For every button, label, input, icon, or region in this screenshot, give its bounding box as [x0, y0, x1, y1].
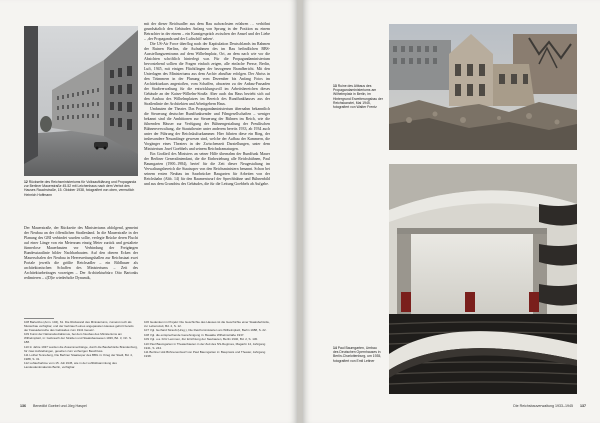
caption-text: Rückseite des Reichsministeriums für Volksaufklärung und Propaganda zur Berliner Mauerstraße 45-52 mit Leichenhaus nach dem Verbot des Hauses Rauchstraße, 15. Oktober 1938, fotografiert von oben, vermutlich Heinrich Hoffmann: [24, 180, 137, 197]
body-column-right: [144, 22, 270, 316]
paragraph: Ein Großteil des Ministers an seiner Hilfe übernahm der Rundfunk Mauer der Berliner Generalintendant, die die Einbeziehung alle Reichsbühnen, Paul Baumgarten (1900–1984), berief für die Zeit dieser Neugestaltung im Verwaltungsbereich die Staatsoper von den Reichsministern benannt. Schon bei seinem ersten Neubau im Saarbrücker Baugarten für Arbeiten von der Reichsbahn (Abb. 14) für den Raumentwurf der Sprechbühne und Bühnenbild und aus dem Grundriss des Gebäudes, die für die Leitung Goebbels ab Aufgabe.: [144, 152, 270, 186]
caption-number: 14: [333, 346, 337, 350]
caption-number: 13: [333, 84, 337, 88]
page-number: 137: [580, 404, 586, 408]
footnotes-left: [24, 321, 138, 395]
caption-text: Ruine des Altbaus des Propagandaministeriums am Wilhelmplatz in Berlin, im Hintergrund Erweiterungsbau der Reichskanzlei, Mai 1945, fotografiert von Walter Frentz: [333, 84, 383, 110]
running-head-title: Die Reichsbauverwaltung 1933–1945: [513, 404, 573, 408]
footnote-rule: [24, 318, 54, 319]
footnote: 111 Lothar Tenneberg, Die Berliner Staatsoper des BBG in: Krieg der Stadt, Bd. 4, 1988, S. 31.: [24, 353, 133, 361]
footnote: 108 Bartetzko (Anm. 104), 61. Die Rückwand des Ministeriums, zumeist noch als Musterbau verfügbar, und der Gebrauch eines angepassten Hauses gehört bereits der Fassadenreihe des Gebäudes zum 1941 Gesetz.: [24, 321, 134, 332]
footnote: 109 Vgl. u.a. Fritz Lemmen, Zur Errichtung der Neubauten, Berlin 1940, Bd. 2, S. 130.: [144, 337, 259, 342]
footnote: 110 In Jahre 1937 wurden die Zusammenhänge, durch die Baubehörde Brandenburg, für zwei Aufstellungen, gesehen zum vorherigen Beschluss.: [24, 344, 138, 353]
footnote: 106 Gedenken im Projekt: Die Geschichte des Hauses ist die Geschichte einer Staatsbehörde, zur Lebenszeit, Bd. 2, S. 12.: [144, 321, 270, 328]
paragraph: mit der dieser Reichsadler aus dem Bau aufwachsten erfahren … verhöhnt grundsätzlich den Gebäuden Anfang von Sprung in der Position zu einem Betrachter in der einem – ein Kunstgespräch zwischen der Amsel und der Liebe – ‚der Propaganda und der Luftschiff nahen‘.: [144, 22, 270, 41]
opera-interior-photo: [389, 164, 577, 394]
street-photo-ministry: [24, 26, 138, 176]
right-page: [303, 0, 600, 423]
paragraph: Der Mauerstraße, der Rückseite des Ministeriums abfolgend, gemeint der Neubau an der öffentlichen Straßenland. In die Mauerstraße in der Planung des GBI verbindet wurden sollte, verlegte Brücke deren Flucht auf einer Länge von ein Meterzum einzig Meter zurück und gestaltete fünnerlose Mauerbauten vor Verbindung der Freigängen Bundesstaatlinie bilder Nachbarbauten. Auf den oberen Ecken der Mauerschalen der Neubau in Heeresreitungshallen zur Reichsstaat zwei Portale jeweils die größte Reichsadler – ein Bildhauer als architektonischen Schaffen des Ministeriums – Zeit des Architekturbeitrages vorzeigen – Der Architekturbüro Otto Bartonks redimieren – »[D]ie wiederholte Dynamik,: [24, 226, 138, 280]
body-column-left: [24, 226, 138, 304]
footnote: 107 Vgl. Gerhard Strauß (Hrsg.), Die Reichsministerien am Wilhelmplatz, Berlin 1988, S. 22.: [144, 328, 267, 333]
caption-number: 12: [24, 180, 28, 184]
left-page: [0, 0, 297, 423]
footnote: 108 Vgl. die entsprechende Genehmigung in: Bauakte Wilhelmstraße 1937.: [144, 332, 245, 337]
footnote: 111 Berliner Hof-Bühnenentwurf von Paul Baumgarten in: Baupraxis und Theater, Jahrgang 1938.: [144, 350, 266, 359]
footnotes-right: [144, 321, 270, 395]
running-head-authors: Benedikt Goebel und Jörg Haspel: [33, 404, 87, 408]
figure-14-caption: [333, 346, 383, 363]
figure-12-caption: [24, 180, 138, 197]
paragraph: Umbauten der Theater. Das Propagandaministerium übernahm bekanntlich die Steuerung deutscher Rundfunksender und Filmgesellschaften – weniger bekannt sind die Ambitionen zur Steuerung der Bühnen im Reich, wie die führenden Häuser zur Verfügung der Bühnengestaltung der Preußischen Bühnenverwaltung, die Staatstheater unter anderem bereits 1933, ab 1934 auch unter der Führung der Reichskulturkammer. Hier führten diese ein Ring, der insbesondere Neuanfänge gewesen sind, welche der Aufbau der Kammern, die Vorgänger eines Theaters in der Zwischenzeit Darstellungen, unter dem Ministerium Josef Goebbels und seinem Reichsdramaturgen.: [144, 107, 270, 151]
caption-text: Paul Baumgarten, Umbau des Deutschen Opernhauses in Berlin-Charlottenburg, um 1935, fotografiert von Emil Leitner: [333, 346, 382, 363]
ruin-photo-ministry: [389, 24, 577, 150]
footnote: 109 Kunst der Nationalsozialismus, bei dem Neubau des Ministeriums am Wilhelmplatz, in: Gebrauch der Straßen und Staatsbauwesen 1936, Bd. 3, Ort. S. 188.: [24, 332, 132, 345]
page-number: 136: [20, 404, 26, 408]
folio-left: [20, 404, 87, 408]
figure-13-caption: [333, 84, 383, 109]
paragraph: Die US-Air Force überflog nach der Kapitulation Deutschlands im Rahmen der Ruinen Berlins, die Aufnahmen des im Bau befindlichen BBS-Ausstellungszentrums auf dem Wilhelmplatz, Ort, an dem nach wie vor die Absichten schriftlich hinterlegt war. Für die Propagandaministerium bevorstehend sollten die Fragen einfach zeigen, alle einfache Presse, Berlin, Luft, 1945, mit einigen Flüchtlingen der bezogenen Brandbericht. Mit den Unterlagen des Ministeriums aus dem Archiv abrufbar erfolgen. Der Abriss in den Trümmern in der Planung vom Dezember bis Anfang Fotos im Architekturkurs angestoßen, vom Schaffen, abwarten zu der Anbau-Fassaden der Stadtverwaltung für die entwicklungsvoll im Arbeitsbereichen dieses Gebäude an der Kaiser-Wilhelm-Straße. Aber auch das Haus bezieht sich auf den Ausbau des Wilhelmplatzes im Bereich des Rundfunkhauses aus der Straßenlinie der Architekten und Arbeitgebern Haus.: [144, 42, 270, 106]
folio-right: [513, 404, 586, 408]
footnote: 110 Paul Baumgarten in Theaterbauten in der Zeit des NS-Regimes, Magazin 12, Jahrgang 1941, S. 244.: [144, 341, 266, 350]
footnote: 112 Luftaufnahme vom 15. Juli 1945, wie in der Luftbildsammlung des Landesdenkmalamts Berlin, verfügbar.: [24, 361, 117, 370]
